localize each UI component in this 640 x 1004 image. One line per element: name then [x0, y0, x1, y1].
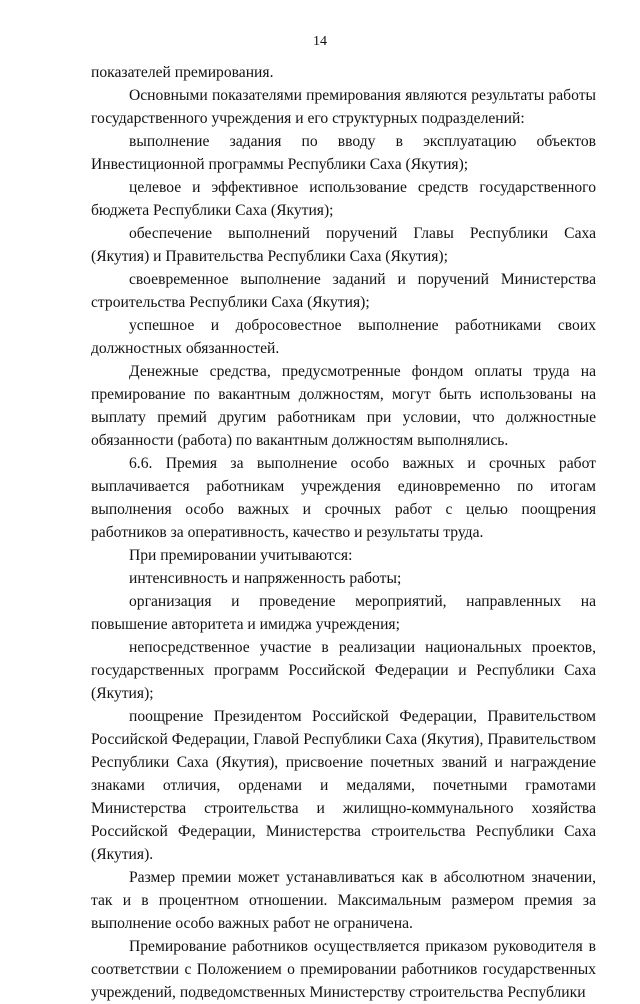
paragraph-bonus-size: Размер премии может устанавливаться как в абсолютном значении, так и в процентном отношении. Максимальным размером премия за выполнение особо важных работ не ограничена. [91, 869, 596, 932]
list-item-events: организация и проведение мероприятий, направленных на повышение авторитета и имиджа учреждения; [91, 593, 596, 633]
list-item-ministry-instructions: своевременное выполнение заданий и поручений Министерства строительства Республики Саха (Якутия); [91, 271, 596, 311]
list-item-duties: успешное и добросовестное выполнение работниками своих должностных обязанностей. [91, 317, 596, 357]
list-item-national-projects: непосредственное участие в реализации национальных проектов, государственных программ Российской Федерации и Республики Саха (Якутия); [91, 639, 596, 702]
paragraph-considered-intro: При премировании учитываются: [129, 547, 353, 564]
list-item-investment-program: выполнение задания по вводу в эксплуатацию объектов Инвестиционной программы Республики Саха (Якутия); [91, 133, 596, 173]
document-body [91, 61, 596, 1004]
list-item-head-instructions: обеспечение выполнений поручений Главы Республики Саха (Якутия) и Правительства Республики Саха (Якутия); [91, 225, 596, 265]
paragraph-bonus-order: Премирование работников осуществляется приказом руководителя в соответствии с Положением о премировании работников государственных учреждений, подведомственных Министерству строительства Республики [91, 938, 596, 1001]
paragraph-vacant-funds: Денежные средства, предусмотренные фондом оплаты труда на премирование по вакантным должностям, могут быть использованы на выплату премий другим работникам при условии, что должностные обязанности (работа) по вакантным должностям выполнялись. [91, 363, 596, 449]
paragraph-bonus-indicators-intro: Основными показателями премирования являются результаты работы государственного учреждения и его структурных подразделений: [91, 87, 596, 127]
page-number: 14 [313, 34, 327, 49]
list-item-budget-use: целевое и эффективное использование средств государственного бюджета Республики Саха (Якутия); [91, 179, 596, 219]
paragraph-section-6-6: 6.6. Премия за выполнение особо важных и срочных работ выплачивается работникам учреждения единовременно по итогам выполнения особо важных и срочных работ с целью поощрения работников за оперативность, качество и результаты труда. [91, 455, 596, 541]
list-item-awards: поощрение Президентом Российской Федерации, Правительством Российской Федерации, Главой Республики Саха (Якутия), Правительством Республики Саха (Якутия), присвоение почетных званий и награждение знаками отличия, орденами и медалями, почетными грамотами Министерства строительства и жилищно-коммунального хозяйства Российской Федерации, Министерства строительства Республики Саха (Якутия). [91, 708, 596, 863]
list-item-intensity: интенсивность и напряженность работы; [129, 570, 402, 587]
paragraph-continuation: показателей премирования. [91, 64, 274, 81]
